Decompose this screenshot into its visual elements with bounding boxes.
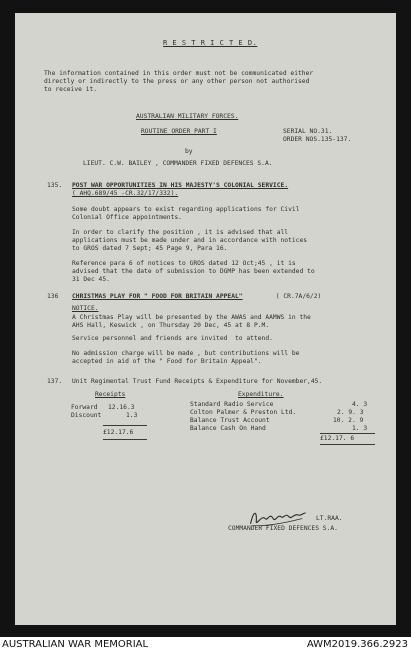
issuer-line: LIEUT. C.W. BAILEY , COMMANDER FIXED DEFENCES S.A. — [83, 160, 273, 167]
serial-number: SERIAL NO.31. — [283, 128, 333, 135]
expense-4-amount: 1. 3 — [352, 425, 368, 432]
item-136-notice: NOTICE. — [72, 305, 99, 312]
item-135-para2-line3: to GROS dated 7 Sept; 45 Page 9, Para 16. — [72, 245, 228, 252]
item-135-para1-line2: Colonial Office appointments. — [72, 214, 182, 221]
expenditure-total-rule — [320, 444, 375, 445]
caption-source: AUSTRALIAN WAR MEMORIAL — [2, 639, 149, 650]
receipt-discount-amount: 1.3 — [126, 412, 138, 419]
expense-2-label: Colton Palmer & Preston Ltd. — [190, 409, 297, 416]
image-caption-bar — [0, 637, 411, 653]
item-136-number: 136 — [47, 293, 59, 300]
item-136-para1-line2: AHS Hall, Keswick , on Thursday 20 Dec, 45 at 8 P.M. — [72, 322, 270, 329]
expense-2-amount: 2. 9. 3 — [337, 409, 364, 416]
receipt-forward-amount: 12.16.3 — [108, 404, 135, 411]
expenditure-label: Expenditure. — [238, 391, 284, 398]
order-title: ROUTINE ORDER PART I — [141, 128, 217, 135]
item-135-para3-line1: Reference para 6 of notices to GROS dated 12 Oct;45 , it is — [72, 260, 296, 267]
item-135-para1-line1: Some doubt appears to exist regarding applications for Civil — [72, 206, 300, 213]
item-135-heading: POST WAR OPPORTUNITIES IN HIS MAJESTY'S COLONIAL SERVICE. — [72, 182, 289, 189]
expenditure-total: £12.17. 6 — [320, 435, 355, 442]
item-135-para2-line2: applications must be made under and in accordance with notices — [72, 237, 308, 244]
expenditure-rule — [320, 433, 375, 434]
item-137-heading: Unit Regimental Trust Fund Receipts & Expenditure for November,45. — [72, 378, 323, 385]
item-136-para2: Service personnel and friends are invited to attend. — [72, 335, 273, 342]
receipts-total: £12.17.6 — [103, 429, 134, 436]
item-136-para1-line1: A Christmas Play will be presented by the AWAS and AAMWS in the — [72, 314, 311, 321]
item-135-para3-line3: 31 Dec 45. — [72, 276, 110, 283]
item-136-reference: ( CR.7A/6/2) — [272, 293, 322, 300]
item-135-para2-line1: In order to clarify the position , it is advised that all — [72, 229, 289, 236]
warning-line-2: directly or indirectly to the press or any other person not authorised — [44, 78, 310, 85]
receipts-rule — [103, 425, 147, 426]
document-page — [15, 13, 396, 625]
item-135-para3-line2: advised that the date of submission to DGMP has been extended to — [72, 268, 315, 275]
item-137-number: 137. — [47, 378, 63, 385]
warning-line-3: to receive it. — [44, 86, 98, 93]
warning-line-1: The information contained in this order must not be communicated either — [44, 70, 314, 77]
expense-1-label: Standard Radio Service — [190, 401, 274, 408]
receipt-discount-label: Discount — [71, 412, 102, 419]
classification-heading: R E S T R I C T E D. — [163, 39, 258, 47]
by-label: by — [185, 148, 193, 155]
item-135-number: 135. — [47, 182, 63, 189]
signatory-rank: LT.RAA. — [316, 515, 343, 522]
organisation: AUSTRALIAN MILITARY FORCES. — [136, 113, 239, 120]
item-136-para3-line1: No admission charge will be made , but contributions will be — [72, 350, 300, 357]
signatory-title: COMMANDER FIXED DEFENCES S.A. — [228, 525, 338, 532]
receipts-total-rule — [103, 439, 147, 440]
caption-accession-number: AWM2019.366.2923 — [306, 639, 408, 650]
item-136-para3-line2: accepted in aid of the " Food for Britain Appeal". — [72, 358, 262, 365]
expense-3-label: Balance Trust Account — [190, 417, 270, 424]
receipts-label: Receipts — [95, 391, 126, 398]
expense-3-amount: 10. 2. 9 — [333, 417, 364, 424]
item-136-heading: CHRISTMAS PLAY FOR " FOOD FOR BRITAIN APPEAL" — [72, 293, 243, 300]
expense-4-label: Balance Cash On Hand — [190, 425, 266, 432]
expense-1-amount: 4. 3 — [352, 401, 368, 408]
order-numbers: ORDER NOS.135-137. — [283, 136, 352, 143]
item-135-reference: ( AHQ.689/45 -CR.32/17/332). — [72, 190, 179, 197]
receipt-forward-label: Forward — [71, 404, 98, 411]
